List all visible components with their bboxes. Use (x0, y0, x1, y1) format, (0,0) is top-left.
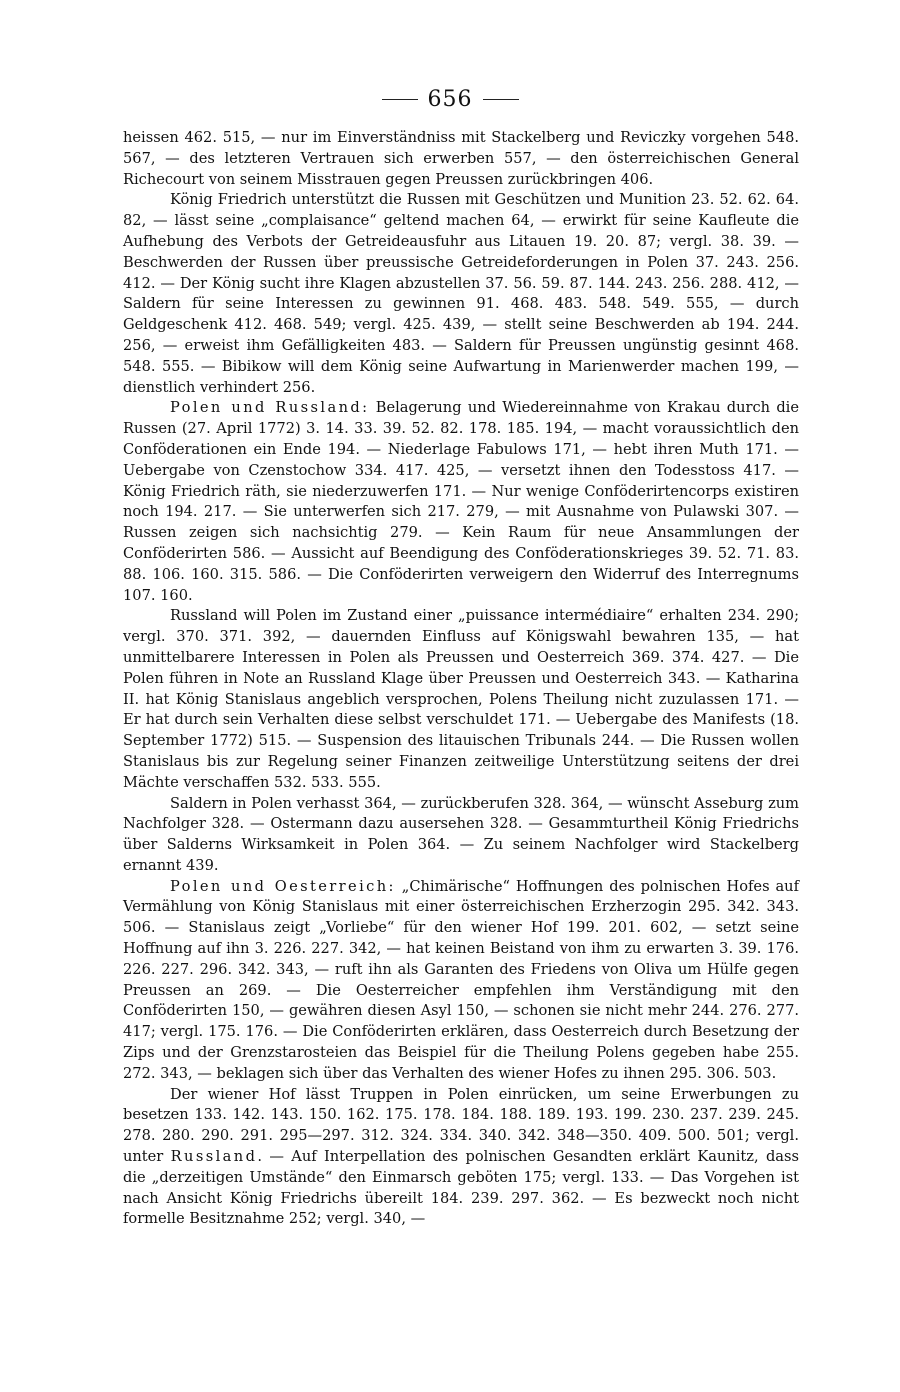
paragraph-text: Russland will Polen im Zustand einer „puissance intermédiaire“ erhalten 234. 290; vergl. 370. 371. 392, — dauernden Einfluss auf Königswahl bewahren 135, — hat unmittelbarere Interessen in Polen als Preussen und Oesterreich 369. 374. 427. — Die Polen führen in Note an Russland Klage über Preussen und Oesterreich 343. — Katharina II. hat König Stanislaus angeblich versprochen, Polens Theilung nicht zuzulassen 171. — Er hat durch sein Verhalten diese selbst verschuldet 171. — Uebergabe des Manifests (18. September 1772) 515. — Suspension des litauischen Tribunals 244. — Die Russen wollen Stanislaus bis zur Regelung seiner Finanzen zeitweilige Unterstützung seitens der drei Mächte verschaffen 532. 533. 555. (123, 607, 799, 791)
index-paragraph (123, 128, 799, 190)
index-paragraph (123, 190, 799, 398)
page-header (0, 84, 900, 114)
section-heading: Polen und Oesterreich: (170, 877, 396, 895)
header-rule-left (382, 99, 418, 100)
cross-reference: Russland (170, 1148, 258, 1166)
paragraph-text: „Chimärische“ Hoffnungen des polnischen Hofes auf Vermählung von König Stanislaus mit einer österreichischen Erzherzogin 295. 342. 343. 506. — Stanislaus zeigt „Vorliebe“ für den wiener Hof 199. 201. 602, — setzt seine Hoffnung auf ihn 3. 226. 227. 342, — hat keinen Beistand von ihm zu erwarten 3. 39. 176. 226. 227. 296. 342. 343, — ruft ihn als Garanten des Friedens von Oliva um Hülfe gegen Preussen an 269. — Die Oesterreicher empfehlen ihm Verständigung mit den Conföderirten 150, — gewähren diesen Asyl 150, — schonen sie nicht mehr 244. 276. 277. 417; vergl. 175. 176. — Die Conföderirten erklären, dass Oesterreich durch Besetzung der Zips und der Grenzstarosteien das Beispiel für die Theilung Polens gegeben habe 255. 272. 343, — beklagen sich über das Verhalten des wiener Hofes zu ihnen 295. 306. 503. (123, 877, 799, 1082)
paragraph-text-continued: . — Auf Interpellation des polnischen Gesandten erklärt Kaunitz, dass die „derzeitigen Umstände“ den Einmarsch geböten 175; vergl. 133. — Das Vorgehen ist nach Ansicht König Friedrichs übereilt 184. 239. 297. 362. — Es bezweckt noch nicht formelle Besitznahme 252; vergl. 340, — (123, 1148, 799, 1228)
index-paragraph (123, 606, 799, 793)
index-paragraph (123, 1085, 799, 1231)
index-paragraph (123, 794, 799, 877)
paragraph-text: heissen 462. 515, — nur im Einverständniss mit Stackelberg und Reviczky vorgehen 548. 567, — des letzteren Vertrauen sich erwerben 557, — den österreichischen General Richecourt von seinem Misstrauen gegen Preussen zurückbringen 406. (123, 129, 799, 188)
index-text-body (123, 128, 799, 1230)
page-number: 656 (427, 86, 473, 112)
index-paragraph (123, 877, 799, 1085)
index-paragraph (123, 398, 799, 606)
paragraph-text: Der wiener Hof lässt Truppen in Polen einrücken, um seine Erwerbungen zu besetzen 133. 142. 143. 150. 162. 175. 178. 184. 188. 189. 193. 199. 230. 237. 239. 245. 278. 280. 290. 291. 295—297. 312. 324. 334. 340. 342. 348—350. 409. 500. 501; vergl. unter (123, 1085, 799, 1166)
paragraph-text: Belagerung und Wiedereinnahme von Krakau durch die Russen (27. April 1772) 3. 14. 33. 39. 52. 82. 178. 185. 194, — macht voraussichtlich den Conföderationen ein Ende 194. — Niederlage Fabulows 171, — hebt ihren Muth 171. — Uebergabe von Czenstochow 334. 417. 425, — versetzt ihnen den Todesstoss 417. — König Friedrich räth, sie niederzuwerfen 171. — Nur wenige Conföderirtencorps existiren noch 194. 217. — Sie unterwerfen sich 217. 279, — mit Ausnahme von Pulawski 307. — Russen zeigen sich nachsichtig 279. — Kein Raum für neue Ansammlungen der Conföderirten 586. — Aussicht auf Beendigung des Conföderationskrieges 39. 52. 71. 83. 88. 106. 160. 315. 586. — Die Conföderirten verweigern den Widerruf des Interregnums 107. 160. (123, 399, 799, 604)
header-rule-right (483, 99, 519, 100)
paragraph-text: König Friedrich unterstützt die Russen mit Geschützen und Munition 23. 52. 62. 64. 82, — lässt seine „complaisance“ geltend machen 64, — erwirkt für seine Kaufleute die Aufhebung des Verbots der Getreideausfuhr aus Litauen 19. 20. 87; vergl. 38. 39. — Beschwerden der Russen über preussische Getreideforderungen in Polen 37. 243. 256. 412. — Der König sucht ihre Klagen abzustellen 37. 56. 59. 87. 144. 243. 256. 288. 412, — Saldern für seine Interessen zu gewinnen 91. 468. 483. 548. 549. 555, — durch Geldgeschenk 412. 468. 549; vergl. 425. 439, — stellt seine Beschwerden ab 194. 244. 256, — erweist ihm Gefälligkeiten 483. — Saldern für Preussen ungünstig gesinnt 468. 548. 555. — Bibikow will dem König seine Aufwartung in Marienwerder machen 199, — dienstlich verhindert 256. (123, 191, 799, 396)
paragraph-text: Saldern in Polen verhasst 364, — zurückberufen 328. 364, — wünscht Asseburg zum Nachfolger 328. — Ostermann dazu ausersehen 328. — Gesammturtheil König Friedrichs über Salderns Wirksamkeit in Polen 364. — Zu seinem Nachfolger wird Stackelberg ernannt 439. (123, 794, 799, 874)
section-heading: Polen und Russland: (170, 399, 370, 417)
